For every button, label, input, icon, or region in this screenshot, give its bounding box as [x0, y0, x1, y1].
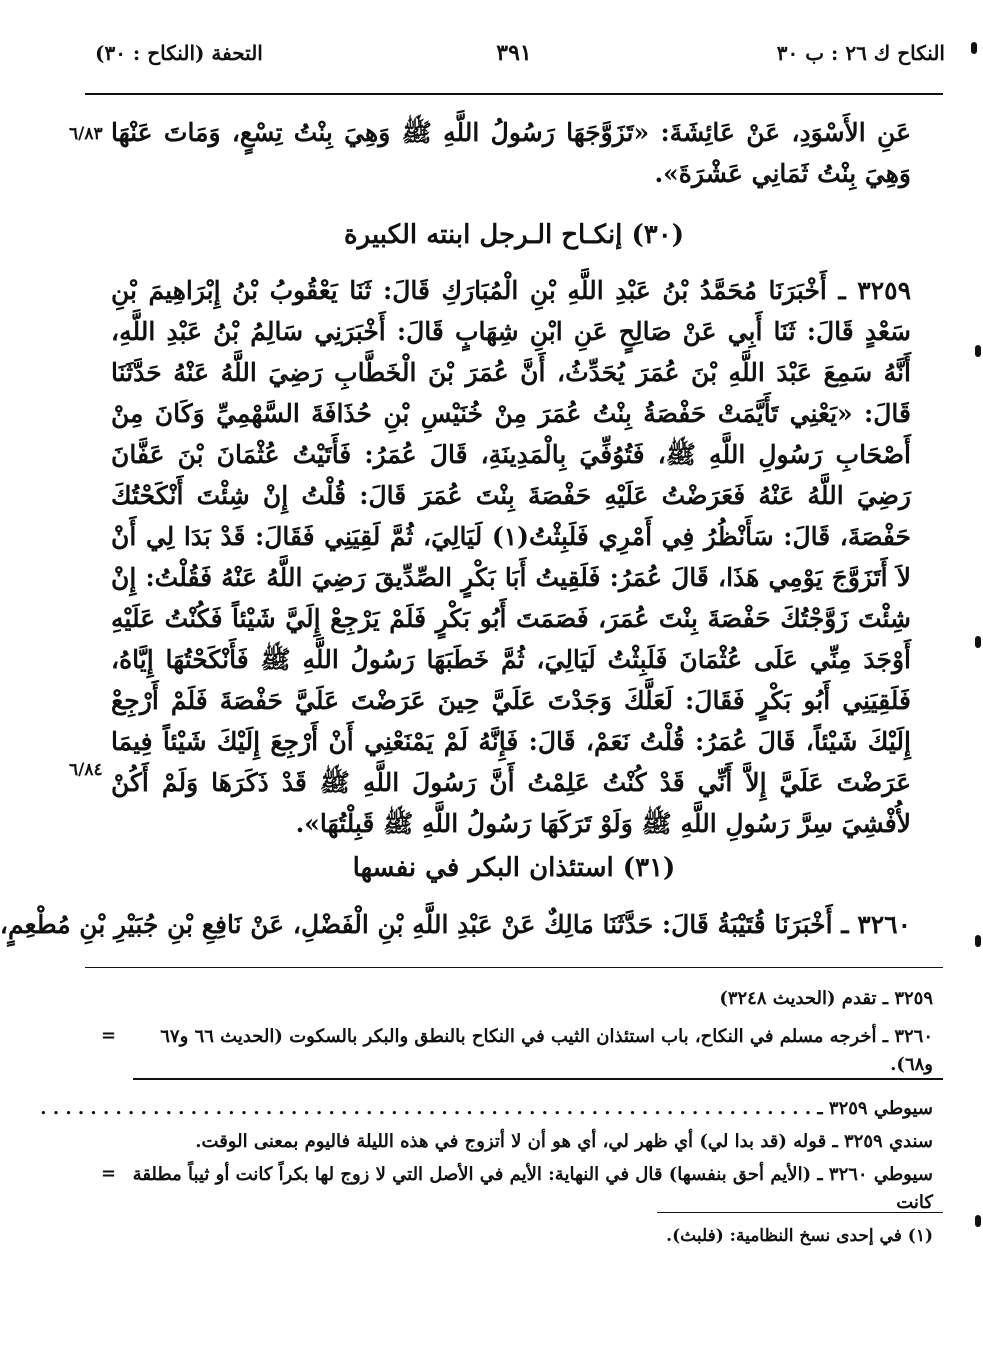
margin-ref-6-84: ٦/٨٤ — [69, 760, 103, 780]
variant-note-1: (١) في إحدى نسخ النظامية: (فلبث). — [666, 1226, 933, 1246]
hadith-3259: ٣٢٥٩ ـ أَخْبَرَنَا مُحَمَّدُ بْنُ عَبْدِ اللَّهِ بْنِ الْمُبَارَكِ قَالَ: ثَنَا يَعْقُوبُ بْنُ إِبْرَاهِيمَ بْنِ سَعْدٍ قَالَ: ثَنَا أَبِي عَنْ صَالِحٍ عَنِ ابْنِ شِهَابٍ قَالَ: أَخْبَرَنِي سَالِمُ بْنُ عَبْدِ اللَّهِ، أَنَّهُ سَمِعَ عَبْدَ اللَّهِ بْنَ عُمَرَ يُحَدِّثُ، أَنَّ عُمَرَ بْنَ الْخَطَّابِ رَضِيَ اللَّهُ عَنْهُ حَدَّثَنَا قَالَ: «يَعْنِي تَأَيَّمَتْ حَفْصَةُ بِنْتُ عُمَرَ مِنْ خُنَيْسِ بْنِ حُذَافَةَ السَّهْمِيِّ وَكَانَ مِنْ أَصْحَابِ رَسُولِ اللَّهِ ﷺ، فَتُوُفِّيَ بِالْمَدِينَةِ، قَالَ عُمَرُ: فَأَتَيْتُ عُثْمَانَ بْنَ عَفَّانَ رَضِيَ اللَّهُ عَنْهُ فَعَرَضْتُ عَلَيْهِ حَفْصَةَ بِنْتَ عُمَرَ قَالَ: قُلْتُ إِنْ شِئْتَ أَنْكَحْتُكَ حَفْصَةَ، قَالَ: سَأَنْظُرُ فِي أَمْرِي فَلَبِثْتُ(١) لَيَالِيَ، ثُمَّ لَقِيَنِي فَقَالَ: قَدْ بَدَا لِي أَنْ لاَ أَتَزَوَّجَ يَوْمِي هَذَا، قَالَ عُمَرُ: فَلَقِيتُ أَبَا بَكْرٍ الصِّدِّيقَ رَضِيَ اللَّهُ عَنْهُ فَقُلْتُ: إِنْ شِئْتَ زَوَّجْتُكَ حَفْصَةَ بِنْتَ عُمَرَ، فَصَمَتَ أَبُو بَكْرٍ فَلَمْ يَرْجِعْ إِلَيَّ شَيْئاً فَكُنْتُ عَلَيْهِ أَوْجَدَ مِنِّي عَلَى عُثْمَانَ فَلَبِثْتُ لَيَالِيَ، ثُمَّ خَطَبَهَا رَسُولُ اللَّهِ ﷺ فَأَنْكَحْتُهَا إِيَّاهُ، فَلَقِيَنِي أَبُو بَكْرٍ فَقَالَ: لَعَلَّكَ وَجَدْتَ عَلَيَّ حِينَ عَرَضْتَ عَلَيَّ حَفْصَةَ فَلَمْ أَرْجِعْ إِلَيْكَ شَيْئاً، قَالَ عُمَرُ: قُلْتُ نَعَمْ، قَالَ: فَإِنَّهُ لَمْ يَمْنَعْنِي أَنْ أَرْجِعَ إِلَيْكَ شَيْئاً فِيمَا عَرَضْتَ عَلَيَّ إِلاَّ أَنِّي قَدْ كُنْتُ عَلِمْتُ أَنَّ رَسُولَ اللَّهِ ﷺ قَدْ ذَكَرَهَا وَلَمْ أَكُنْ لأُفْشِيَ سِرَّ رَسُولِ اللَّهِ ﷺ وَلَوْ تَرَكَهَا رَسُولُ اللَّهِ ﷺ قَبِلْتُهَا». — [111, 276, 912, 838]
header-rule — [85, 93, 943, 95]
continuation-mark-suyuti: = — [101, 1163, 117, 1184]
scan-mark — [975, 345, 981, 357]
scan-mark — [975, 935, 981, 947]
scan-mark — [971, 42, 977, 54]
section-title-30: (٣٠) إنكـاح الـرجل ابنته الكبيرة — [343, 220, 685, 250]
takhrij-3259: ٣٢٥٩ ـ تقدم (الحديث ٣٢٤٨) — [719, 988, 933, 1009]
variant-note-rule — [657, 1212, 943, 1213]
continuation-mark-takhrij: = — [101, 1025, 117, 1046]
sindi-3259: سندي ٣٢٥٩ ـ قوله (قد بدا لي) أي ظهر لي، أي هو أن لا أتزوج في هذه الليلة فاليوم بمعنى الوقت. — [195, 1131, 933, 1152]
commentary-rule — [133, 1078, 943, 1080]
takhrij-3260: ٣٢٦٠ ـ أخرجه مسلم في النكاح، باب استئذان الثيب في النكاح بالنطق والبكر بالسكوت (الحديث ٦٦ و٦٧ و٦٨). — [160, 1026, 933, 1075]
hadith-3260: ٣٢٦٠ ـ أَخْبَرَنَا قُتَيْبَةُ قَالَ: حَدَّثَنَا مَالِكٌ عَنْ عَبْدِ اللَّهِ بْنِ الْفَضْلِ، عَنْ نَافِعِ بْنِ جُبَيْرِ بْنِ مُطْعِمٍ، — [0, 910, 911, 939]
running-header-chapter: النكاح ك ٢٦ : ب ٣٠ — [776, 41, 945, 65]
scan-mark — [975, 636, 981, 648]
running-header-tuhfa: التحفة (النكاح : ٣٠) — [95, 41, 263, 65]
scan-mark — [975, 1215, 981, 1227]
opening-narration: عَنِ الأَسْوَدِ، عَنْ عَائِشَةَ: «تَزَوَّجَهَا رَسُولُ اللَّهِ ﷺ وَهِيَ بِنْتُ تِسْعٍ، وَمَاتَ عَنْهَا وَهِيَ بِنْتُ ثَمَانِي عَشْرَةَ». — [111, 118, 911, 188]
margin-ref-6-83: ٦/٨٣ — [69, 124, 103, 144]
section-title-31: (٣١) استئذان البكر في نفسها — [352, 853, 676, 883]
suyuti-3260: سيوطي ٣٢٦٠ ـ (الأيم أحق بنفسها) قال في النهاية: الأيم في الأصل التي لا زوج لها بكراً كانت أو ثيباً مطلقة كانت — [132, 1164, 933, 1213]
footnote-rule — [85, 967, 943, 968]
suyuti-3259: سيوطي ٣٢٥٩ ـ . . . . . . . . . . . . . . . . . . . . . . . . . . . . . . . . . . . . . . . . . . . . . . . . . . . . . . . . . . . . . . — [40, 1098, 933, 1119]
page-number: ٣٩١ — [496, 40, 532, 66]
